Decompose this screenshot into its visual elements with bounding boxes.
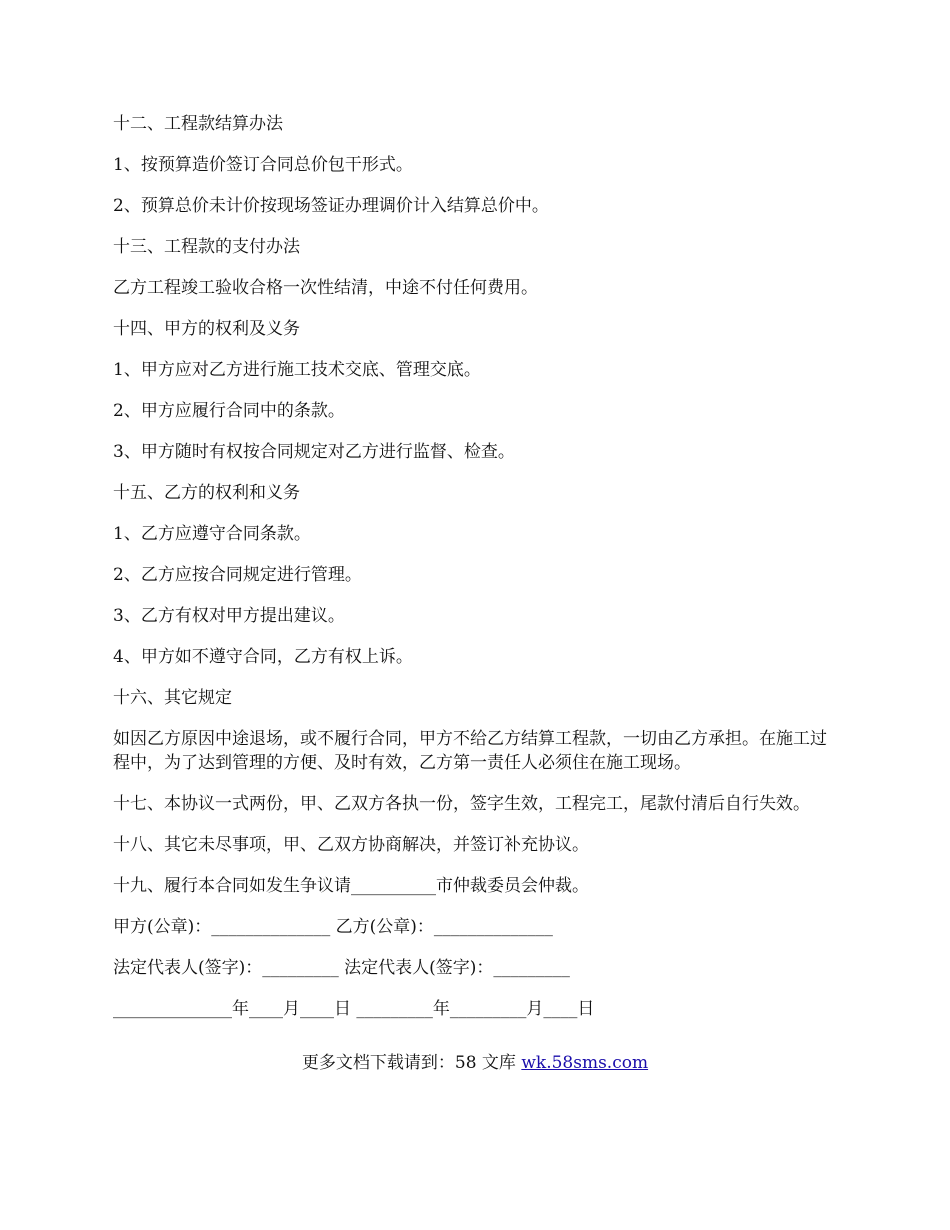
- clause-15-2: 2、乙方应按合同规定进行管理。: [113, 565, 362, 585]
- clause-16-body: 如因乙方原因中途退场，或不履行合同，甲方不给乙方结算工程款，一切由乙方承担。在施工过程中，为了达到管理的方便、及时有效，乙方第一责任人必须住在施工现场。: [113, 729, 827, 773]
- clause-15-4: 4、甲方如不遵守合同，乙方有权上诉。: [113, 647, 413, 667]
- clause-15-3: 3、乙方有权对甲方提出建议。: [113, 606, 345, 626]
- section-heading-15: 十五、乙方的权利和义务: [113, 483, 300, 503]
- clause-12-1: 1、按预算造价签订合同总价包干形式。: [113, 155, 413, 175]
- seal-line: 甲方(公章)：______________ 乙方(公章)：______________: [113, 917, 553, 937]
- clause-14-2: 2、甲方应履行合同中的条款。: [113, 401, 345, 421]
- clause-14-1: 1、甲方应对乙方进行施工技术交底、管理交底。: [113, 360, 481, 380]
- footer-link[interactable]: wk.58sms.com: [521, 1053, 649, 1073]
- signature-line: 法定代表人(签字)：_________ 法定代表人(签字)：_________: [113, 958, 570, 978]
- footer-text: 更多文档下载请到：58 文库: [301, 1053, 522, 1073]
- clause-12-2: 2、预算总价未计价按现场签证办理调价计入结算总价中。: [113, 196, 549, 216]
- date-line: ______________年____月____日 _________年_________月____日: [113, 999, 595, 1019]
- clause-13-body: 乙方工程竣工验收合格一次性结清，中途不付任何费用。: [113, 278, 538, 298]
- section-heading-16: 十六、其它规定: [113, 688, 232, 708]
- section-heading-12: 十二、工程款结算办法: [113, 114, 283, 134]
- clause-19: 十九、履行本合同如发生争议请__________市仲裁委员会仲裁。: [113, 876, 589, 896]
- clause-15-1: 1、乙方应遵守合同条款。: [113, 524, 311, 544]
- footer: [0, 1051, 950, 1075]
- clause-14-3: 3、甲方随时有权按合同规定对乙方进行监督、检查。: [113, 442, 515, 462]
- section-heading-14: 十四、甲方的权利及义务: [113, 319, 300, 339]
- clause-17: 十七、本协议一式两份，甲、乙双方各执一份，签字生效，工程完工，尾款付清后自行失效。: [113, 794, 810, 814]
- document-body: [113, 112, 841, 1038]
- clause-18: 十八、其它未尽事项，甲、乙双方协商解决，并签订补充协议。: [113, 835, 589, 855]
- section-heading-13: 十三、工程款的支付办法: [113, 237, 300, 257]
